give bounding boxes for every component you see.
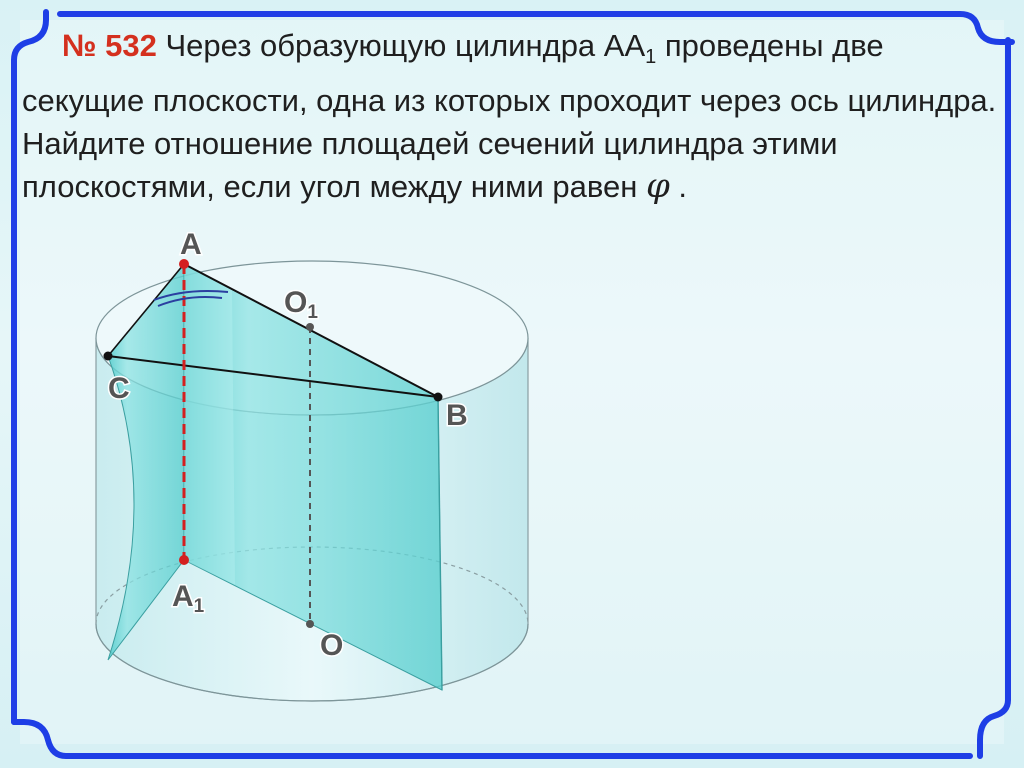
problem-text-part2: проведены две секущие плоскости, одна из которых проходит через ось цилиндра. Найдите отношение площадей сечений цилиндра этими плоскостями, если угол между ними равен [22,28,997,205]
section-highlight [184,264,235,585]
label-o: O [320,629,344,662]
problem-text-end: . [669,169,688,205]
phi-symbol: φ [646,166,670,207]
point-b [434,393,443,402]
point-a1 [179,555,189,565]
label-c: C [108,372,130,405]
label-o1-main: O [284,286,308,319]
label-a1-sub: 1 [193,596,205,617]
label-b: B [446,399,468,432]
problem-text-part1: Через образующую цилиндра АА [156,28,646,63]
problem-number: № 532 [62,28,157,63]
label-o1-sub: 1 [307,302,318,323]
point-c [104,352,113,361]
label-a1-main: A [172,580,194,613]
point-o1 [306,323,314,331]
point-o [306,620,314,628]
problem-subscript: 1 [645,46,657,69]
label-a: A [180,228,202,261]
